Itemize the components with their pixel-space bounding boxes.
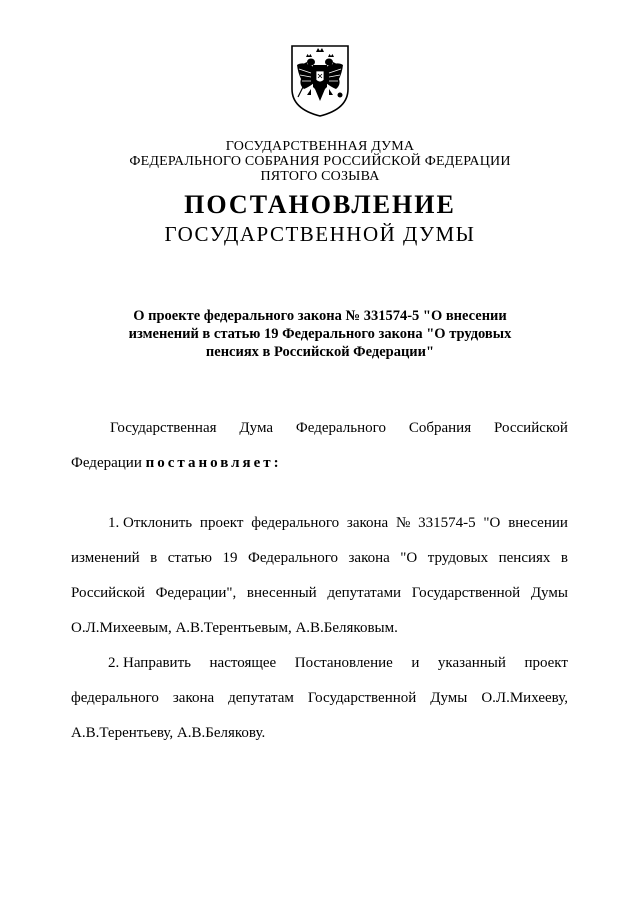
subject-line: пенсиях в Российской Федерации" bbox=[205, 344, 435, 360]
word: проект bbox=[524, 655, 568, 671]
preamble-line bbox=[110, 419, 568, 437]
organization-name: ГОСУДАРСТВЕННАЯ ДУМА bbox=[225, 139, 415, 154]
document-title: ПОСТАНОВЛЕНИЕ bbox=[184, 190, 456, 219]
subject-line: изменений в статью 19 Федерального закона "О трудовых bbox=[128, 326, 512, 342]
word: О.Л.Михееву, bbox=[481, 690, 568, 706]
word: федерального bbox=[71, 690, 159, 706]
word: закона bbox=[348, 550, 390, 566]
word: Государственная bbox=[110, 420, 217, 436]
word: в bbox=[560, 550, 568, 566]
preamble-line bbox=[71, 454, 282, 472]
word: внесенный bbox=[246, 585, 317, 601]
word: 19 bbox=[222, 550, 238, 566]
word: Дума bbox=[239, 420, 274, 436]
item2-line: А.В.Терентьеву, А.В.Белякову. bbox=[71, 725, 266, 741]
word: и bbox=[411, 655, 420, 671]
word: депутатами bbox=[327, 585, 402, 601]
word: 331574-5 bbox=[418, 515, 476, 531]
word: Собрания bbox=[408, 420, 472, 436]
word: изменений bbox=[71, 550, 140, 566]
word: проект bbox=[199, 515, 244, 531]
word: закона bbox=[172, 690, 215, 706]
word: пенсиях bbox=[498, 550, 551, 566]
word: федерального bbox=[251, 515, 340, 531]
word: "О bbox=[483, 515, 501, 531]
word: "О bbox=[400, 550, 418, 566]
word: Федерации bbox=[71, 455, 142, 471]
subject-line: О проекте федерального закона № 331574-5 "О внесении bbox=[133, 308, 507, 324]
word: депутатам bbox=[228, 690, 294, 706]
word: 1. Отклонить bbox=[108, 515, 193, 531]
item1-line bbox=[71, 584, 568, 602]
word: Постановление bbox=[294, 655, 393, 671]
convocation: ПЯТОГО СОЗЫВА bbox=[260, 169, 380, 184]
word: 2. Направить bbox=[108, 655, 191, 671]
coat-of-arms-icon bbox=[289, 43, 351, 119]
word: статью bbox=[167, 550, 213, 566]
word: трудовых bbox=[427, 550, 489, 566]
item2-line bbox=[71, 689, 568, 707]
word: Думы bbox=[530, 585, 568, 601]
item1-line bbox=[71, 549, 568, 567]
resolves-word: постановляет: bbox=[145, 455, 282, 471]
word: Федерации", bbox=[155, 585, 237, 601]
word: в bbox=[150, 550, 158, 566]
document-subtitle: ГОСУДАРСТВЕННОЙ ДУМЫ bbox=[164, 222, 476, 246]
item1-line: О.Л.Михеевым, А.В.Терентьевым, А.В.Беляковым. bbox=[71, 620, 398, 636]
word: Федерального bbox=[247, 550, 339, 566]
word: Государственной bbox=[411, 585, 521, 601]
word: Государственной bbox=[307, 690, 417, 706]
item1-line bbox=[108, 514, 568, 532]
organization-parliament: ФЕДЕРАЛЬНОГО СОБРАНИЯ РОССИЙСКОЙ ФЕДЕРАЦИИ bbox=[129, 154, 511, 169]
word: Федерального bbox=[295, 420, 386, 436]
word: Российской bbox=[71, 585, 145, 601]
word: Думы bbox=[430, 690, 468, 706]
item2-line bbox=[108, 654, 568, 672]
word: № bbox=[396, 515, 411, 531]
word: Российской bbox=[494, 420, 568, 436]
word: указанный bbox=[437, 655, 506, 671]
word: настоящее bbox=[209, 655, 277, 671]
word: закона bbox=[346, 515, 389, 531]
word: внесении bbox=[508, 515, 568, 531]
